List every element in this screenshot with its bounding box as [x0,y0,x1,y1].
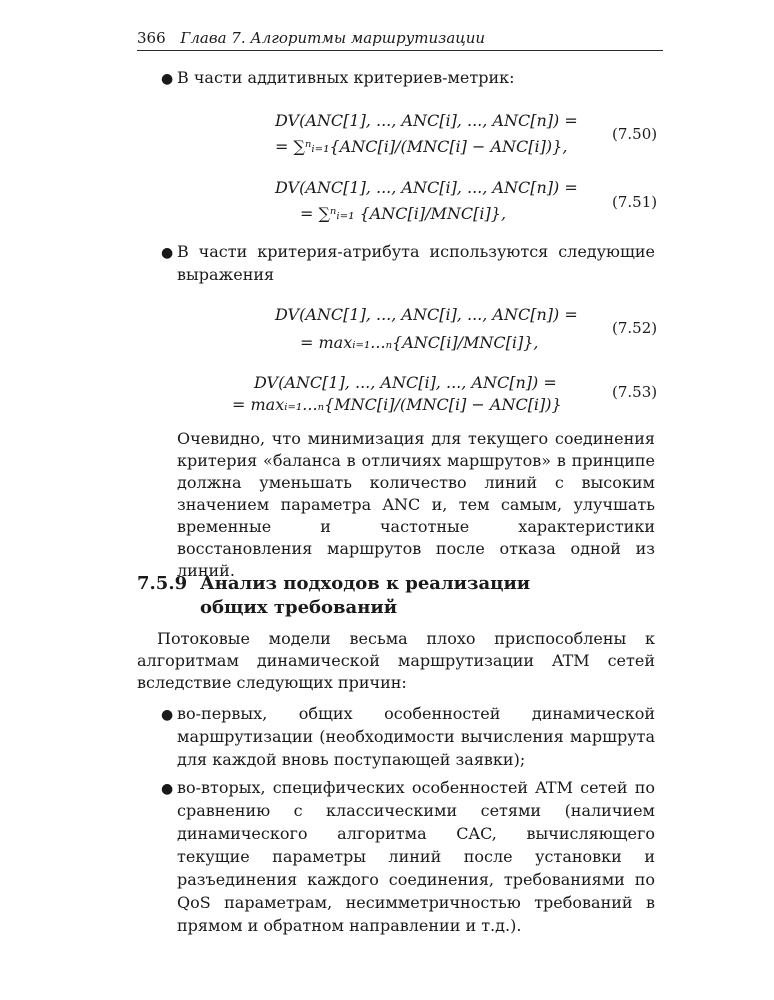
bullet-marker: ● [161,781,174,797]
page-number: 366 [137,29,166,47]
eq-7-53-number: (7.53) [612,383,658,401]
eq-7-51-number: (7.51) [612,193,658,211]
section-title: Анализ подходов к реализации общих требований [200,573,531,618]
eq-7-50-line2: = ∑ⁿᵢ₌₁{ANC[i]/(MNC[i] − ANC[i])}, [275,137,568,156]
bullet-marker: ● [161,707,174,723]
bullet-first-reason: во-первых, общих особенностей динамической маршрутизации (необходимости вычисления маршрута для каждой вновь поступающей заявки); [177,704,655,769]
chapter-title: Глава 7. Алгоритмы маршрутизации [180,29,486,47]
eq-7-52-line2: = maxᵢ₌₁...ₙ{ANC[i]/MNC[i]}, [300,333,539,352]
eq-7-53-line1: DV(ANC[1], ..., ANC[i], ..., ANC[n]) = [254,373,557,392]
eq-7-52-number: (7.52) [612,319,658,337]
bullet-marker: ● [161,71,174,87]
paragraph-obviously: Очевидно, что минимизация для текущего соединения критерия «баланса в отличиях маршрутов» в принципе должна уменьшать количество линий с высоким значением параметра ANC и, тем самым, улучшать временные и частотные характеристики восстановления маршрутов после отказа одной из линий. [177,429,655,580]
bullet-attribute: В части критерия-атрибута используются следующие выражения [177,242,655,284]
eq-7-52-line1: DV(ANC[1], ..., ANC[i], ..., ANC[n]) = [275,305,578,324]
running-head [137,28,663,51]
bullet-marker: ● [161,245,174,261]
paragraph-flow-models: Потоковые модели весьма плохо приспособлены к алгоритмам динамической маршрутизации ATM сетей вследствие следующих причин: [137,629,655,692]
eq-7-50-number: (7.50) [612,125,658,143]
section-number: 7.5.9 [137,573,188,594]
eq-7-51-line1: DV(ANC[1], ..., ANC[i], ..., ANC[n]) = [275,178,578,197]
bullet-additive: В части аддитивных критериев-метрик: [177,68,515,87]
eq-7-53-line2: = maxᵢ₌₁...ₙ{MNC[i]/(MNC[i] − ANC[i])} [232,395,562,414]
eq-7-51-line2: = ∑ⁿᵢ₌₁ {ANC[i]/MNC[i]}, [300,204,507,223]
eq-7-50-line1: DV(ANC[1], ..., ANC[i], ..., ANC[n]) = [275,111,578,130]
bullet-second-reason: во-вторых, специфических особенностей ATM сетей по сравнению с классическими сетями (наличием динамического алгоритма CAC, вычисляющего текущие параметры линий после установки и разъединения каждого соединения, требованиями по QoS параметрам, несимметричностью требований в прямом и обратном направлении и т.д.). [177,778,655,935]
